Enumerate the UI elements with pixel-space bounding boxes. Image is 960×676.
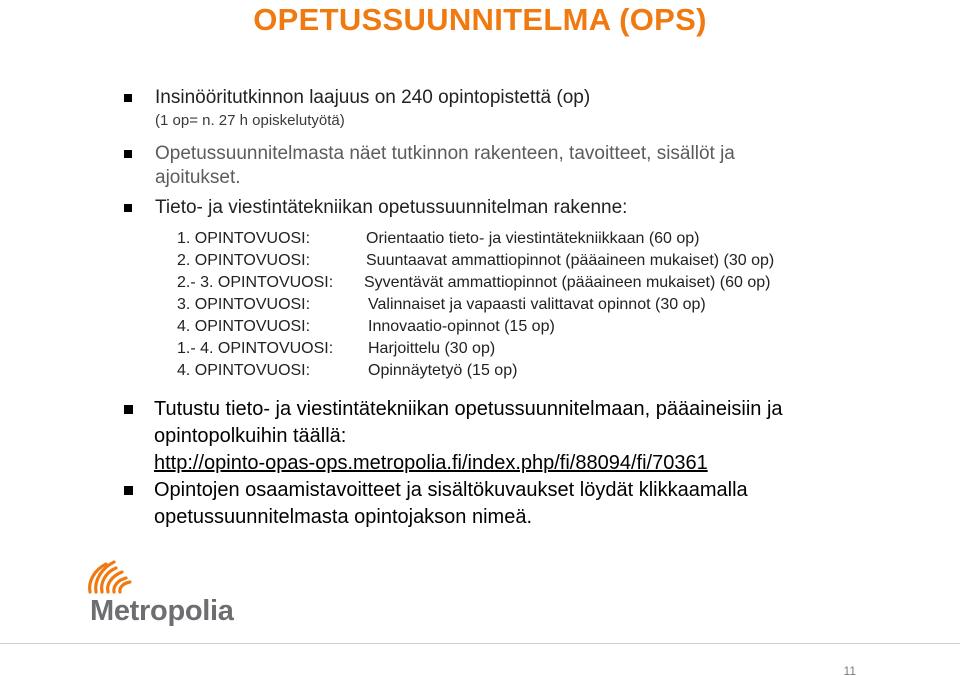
- structure-course: Innovaatio-opinnot (15 op): [368, 318, 555, 335]
- slide-title: OPETUSSUUNNITELMA (OPS): [253, 2, 707, 37]
- structure-line: [177, 339, 496, 359]
- bullet-text: Opintojen osaamistavoitteet ja sisältökuvaukset löydät klikkaamalla: [154, 479, 748, 501]
- page-number: 11: [843, 664, 856, 676]
- bullet-curriculum: [124, 142, 735, 190]
- bullet-explore-curriculum: [124, 396, 783, 477]
- bullet-learning-goals: [124, 477, 748, 531]
- structure-line: [177, 317, 555, 337]
- curriculum-link[interactable]: http://opinto-opas-ops.metropolia.fi/index.php/fi/88094/fi/70361: [154, 452, 708, 474]
- structure-course: Harjoittelu (30 op): [368, 340, 496, 357]
- structure-course: Valinnaiset ja vapaasti valittavat opinnot (30 op): [368, 296, 706, 313]
- logo-wordmark: Metropolia: [90, 595, 234, 627]
- bullet-square-icon: [124, 94, 132, 102]
- bullet-degree-scope: [124, 86, 590, 130]
- structure-course: Opinnäytetyö (15 op): [368, 362, 518, 379]
- structure-course: Suuntaavat ammattiopinnot (pääaineen mukaiset) (30 op): [366, 252, 775, 269]
- structure-year: 4. OPINTOVUOSI:: [177, 318, 311, 335]
- bullet-text: Tieto- ja viestintätekniikan opetussuunnitelman rakenne:: [155, 197, 628, 218]
- structure-line: [177, 361, 518, 381]
- bullet-text: Insinööritutkinnon laajuus on 240 opintopistettä (op): [155, 87, 591, 108]
- structure-line: [177, 295, 706, 315]
- structure-year: 4. OPINTOVUOSI:: [177, 362, 311, 379]
- bullet-text: opetussuunnitelmasta opintojakson nimeä.: [154, 506, 533, 528]
- structure-line: [177, 273, 771, 293]
- structure-year: 3. OPINTOVUOSI:: [177, 296, 311, 313]
- footer-divider: [0, 643, 960, 644]
- structure-course: Orientaatio tieto- ja viestintätekniikkaan (60 op): [366, 230, 700, 247]
- structure-line: [177, 229, 700, 249]
- bullet-subtext: (1 op= n. 27 h opiskelutyötä): [155, 112, 345, 129]
- structure-course: Syventävät ammattiopinnot (pääaineen mukaiset) (60 op): [364, 274, 771, 291]
- structure-year: 1. OPINTOVUOSI:: [177, 230, 311, 247]
- bullet-square-icon: [124, 486, 133, 495]
- bullet-text: ajoitukset.: [155, 167, 241, 188]
- bullet-square-icon: [124, 204, 132, 212]
- structure-year: 2.- 3. OPINTOVUOSI:: [177, 274, 334, 291]
- bullet-structure: [124, 196, 627, 220]
- bullet-square-icon: [124, 150, 132, 158]
- structure-year: 1.- 4. OPINTOVUOSI:: [177, 340, 334, 357]
- bullet-text: Opetussuunnitelmasta näet tutkinnon rakenteen, tavoitteet, sisällöt ja: [155, 143, 735, 164]
- structure-line: [177, 251, 775, 271]
- bullet-text: Tutustu tieto- ja viestintätekniikan opetussuunnitelmaan, pääaineisiin ja: [154, 398, 783, 420]
- structure-year: 2. OPINTOVUOSI:: [177, 252, 311, 269]
- bullet-square-icon: [124, 405, 133, 414]
- bullet-text: opintopolkuihin täällä:: [154, 425, 347, 447]
